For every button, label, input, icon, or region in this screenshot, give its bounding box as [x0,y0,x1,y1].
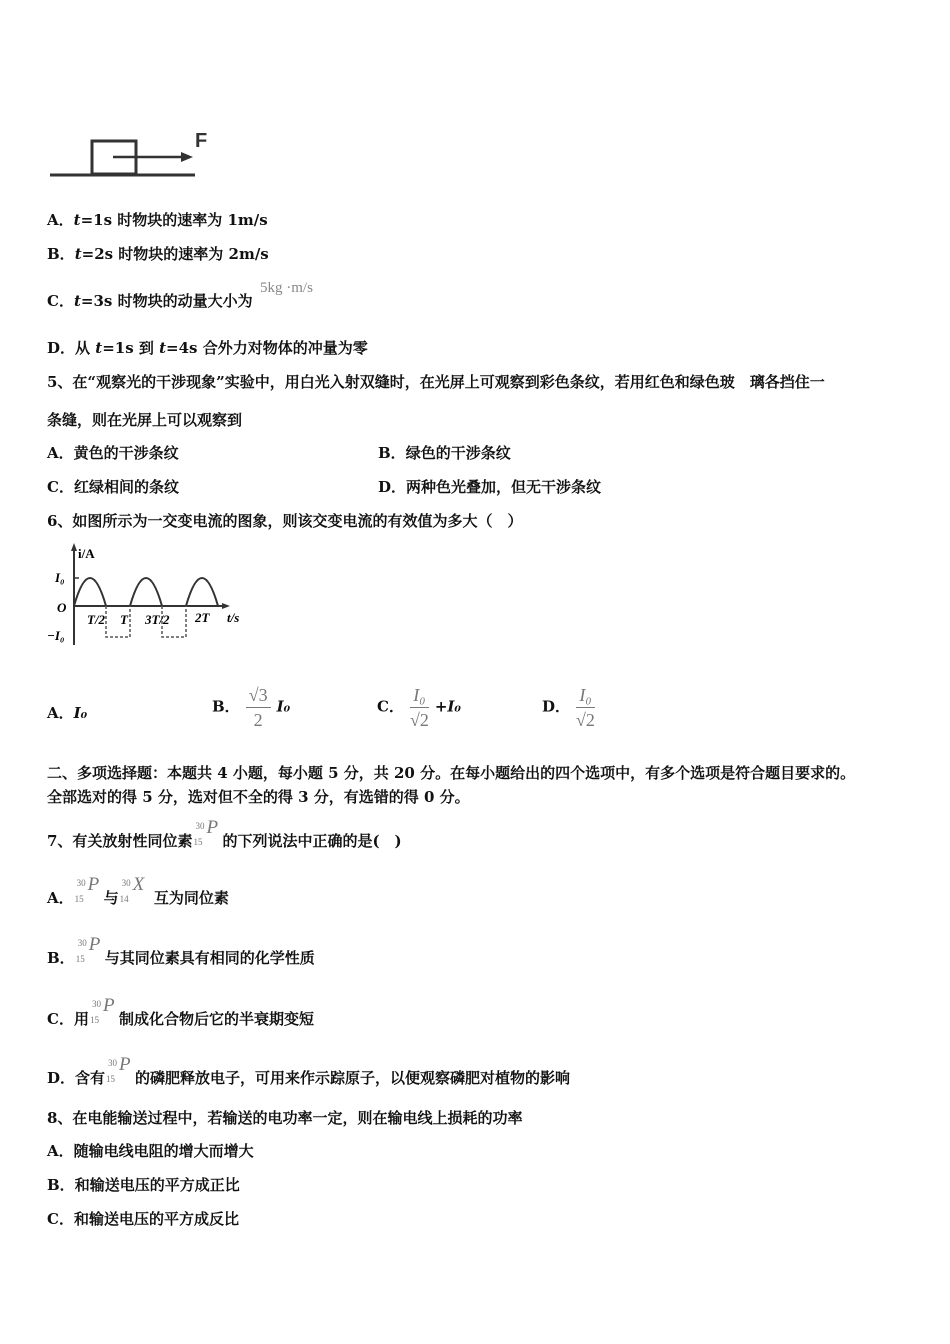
q7-option-d: D．含有 30 15 P 的磷肥释放电子，可用来作示踪原子，以便观察磷肥对植物的影响 [47,1054,571,1087]
q5-option-c: C．红绿相间的条纹 [47,478,179,496]
q7-stem: 7、有关放射性同位素 30 15 P 的下列说法中正确的是( ) [47,817,402,850]
q7-option-c: C．用 30 15 P 制成化合物后它的半衰期变短 [47,995,314,1028]
y-axis-label: i/A [78,546,95,561]
q5-option-b: B．绿色的干涉条纹 [378,444,511,462]
section2-heading-line1: 二、多项选择题：本题共 4 小题，每小题 5 分，共 20 分。在每小题给出的四个选项中，有多个选项是符合题目要求的。 [47,764,856,782]
q7-option-b: B． 30 15 P 与其同位素具有相同的化学性质 [47,934,315,967]
tick-3half-t: 3T/2 [145,612,170,627]
ac-current-graph [45,540,255,650]
q5-option-d: D．两种色光叠加，但无干涉条纹 [378,478,602,496]
x-axis-label: t/s [227,610,240,625]
q4-option-b: B．t=2s 时物块的速率为 2m/s [47,245,269,263]
q5-option-a: A．黄色的干涉条纹 [47,444,179,462]
q8-option-a: A．随输电线电阻的增大而增大 [47,1142,254,1160]
origin-label: O [57,600,67,615]
q5-stem-line1: 5、在“观察光的干涉现象”实验中，用白光入射双缝时，在光屏上可观察到彩色条纹，若用红色和绿色玻 璃各挡住一 [47,373,825,391]
q4-option-c: C．t=3s 时物块的动量大小为 [47,292,253,310]
tick-t: T [120,612,128,627]
q5-stem-line2: 条缝，则在光屏上可以观察到 [47,411,243,429]
q6-stem: 6、如图所示为一交变电流的图象，则该交变电流的有效值为多大（ ） [47,512,523,530]
force-label: F [195,130,208,152]
isotope-p30: 30 15 P [193,817,219,847]
q6-option-a: A．I₀ [47,704,88,722]
momentum-formula: 5kg ·m/s [260,280,313,296]
section2-heading-line2: 全部选对的得 5 分，选对但不全的得 3 分，有选错的得 0 分。 [47,788,470,806]
q6-option-c: C． $\frac{\text{I₀}}{√2}$ +I₀ [377,685,461,730]
i0-label: I₀ [55,570,65,585]
tick-half-t: T/2 [87,612,106,627]
q4-option-a: A．t=1s 时物块的速率为 1m/s [47,211,268,229]
q4-option-d: D．从 t=1s 到 t=4s 合外力对物体的冲量为零 [47,339,368,357]
tick-2t: 2T [195,610,210,625]
neg-i0-label: −I₀ [47,628,65,643]
q8-option-c: C．和输送电压的平方成反比 [47,1210,239,1228]
q6-option-b: B． $\frac{√3}{2}$ I₀ [212,685,291,730]
q6-option-d: D． $\frac{\text{I₀}}{√2}$ [542,685,595,730]
block-force-diagram [45,125,215,185]
q8-option-b: B．和输送电压的平方成正比 [47,1176,240,1194]
q8-stem: 8、在电能输送过程中，若输送的电功率一定，则在输电线上损耗的功率 [47,1109,523,1127]
q7-option-a: A． 30 15 P 与 30 14 X 互为同位素 [47,874,229,907]
